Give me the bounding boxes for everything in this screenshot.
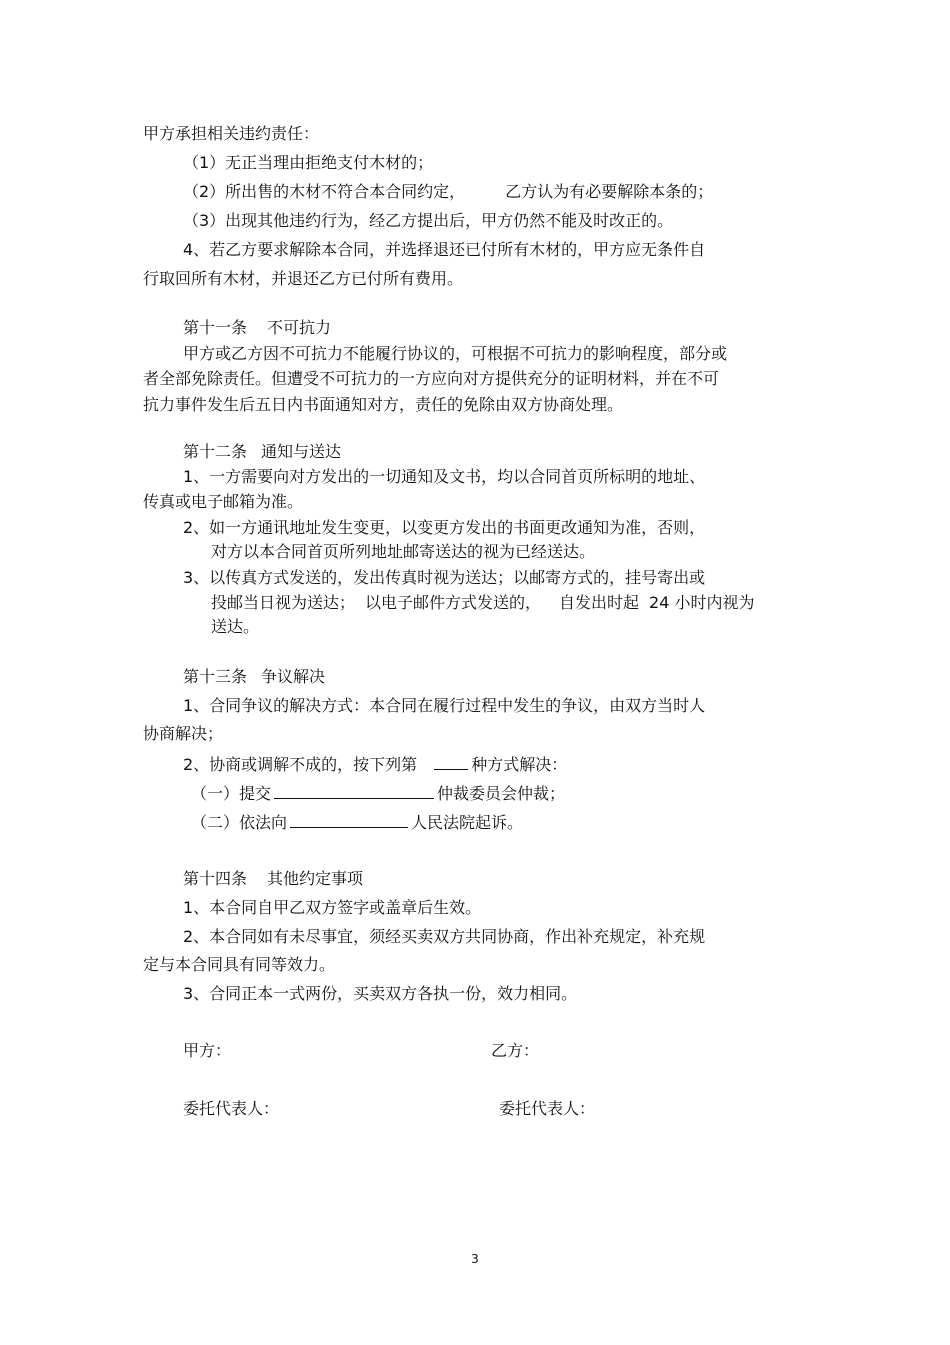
list-item-text: （2）所出售的木材不符合本合同约定， [183,182,466,201]
list-item-text: （二）依法向 [191,813,288,832]
list-item-text: 人民法院起诉。 [411,813,524,832]
signature-party-b: 乙方： [491,1041,540,1060]
paragraph-line: 3、合同正本一式两份，买卖双方各执一份，效力相同。 [183,984,578,1003]
article-number: 第十四条 [183,869,248,888]
article-number: 第十三条 [183,667,248,686]
list-item [191,811,523,833]
article-heading [183,318,331,338]
article-number: 第十二条 [183,442,248,461]
paragraph-line: 对方以本合同首页所列地址邮寄送达的视为已经送达。 [211,542,596,561]
paragraph-line: 4、若乙方要求解除本合同，并选择退还已付所有木材的，甲方应无条件自 [183,240,706,259]
article-heading [183,869,363,889]
list-item [191,782,565,804]
fill-blank [290,811,408,828]
paragraph-line: 甲方承担相关违约责任： [143,124,320,143]
signature-representative-a: 委托代表人： [183,1099,280,1118]
list-item-text: 乙方认为有必要解除本条的； [505,182,714,201]
article-title: 不可抗力 [267,318,332,337]
list-item: （1）无正当理由拒绝支付木材的； [183,153,434,172]
paragraph-line: 者全部免除责任。但遭受不可抗力的一方应向对方提供充分的证明材料，并在不可 [143,369,720,388]
paragraph-line: 3、以传真方式发送的，发出传真时视为送达；以邮寄方式的，挂号寄出或 [183,568,706,587]
article-number: 第十一条 [183,318,248,337]
fill-blank [274,782,434,799]
paragraph-line: 2、本合同如有未尽事宜，须经买卖双方共同协商，作出补充规定，补充规 [183,927,706,946]
fill-blank [434,753,468,770]
article-title: 其他约定事项 [267,869,364,888]
list-item-text: 仲裁委员会仲裁； [437,784,566,803]
paragraph-line: 行取回所有木材，并退还乙方已付所有费用。 [143,269,464,288]
paragraph-line: 甲方或乙方因不可抗力不能履行协议的，可根据不可抗力的影响程度，部分或 [183,344,728,363]
paragraph-line: 定与本合同具有同等效力。 [143,955,336,974]
signature-representative-b: 委托代表人： [499,1099,596,1118]
article-heading [183,442,341,462]
paragraph-line [211,593,755,613]
paragraph-line: 1、一方需要向对方发出的一切通知及文书，均以合同首页所标明的地址、 [183,467,706,486]
line-segment: 2、协商或调解不成的，按下列第 [183,755,418,774]
paragraph-line: 协商解决； [143,724,224,743]
paragraph-line: 传真或电子邮箱为准。 [143,492,304,511]
article-title: 争议解决 [261,667,326,686]
paragraph-line: 2、如一方通讯地址发生变更，以变更方发出的书面更改通知为准，否则， [183,518,706,537]
paragraph-line: 送达。 [211,617,260,636]
list-item: （3）出现其他违约行为，经乙方提出后，甲方仍然不能及时改正的。 [183,211,674,230]
paragraph-line: 1、本合同自甲乙双方签字或盖章后生效。 [183,898,482,917]
line-segment: 24 小时内视为 [649,593,755,612]
paragraph-line: 1、合同争议的解决方式：本合同在履行过程中发生的争议，由双方当时人 [183,696,706,715]
line-segment: 以电子邮件方式发送的， [365,593,542,612]
line-segment: 投邮当日视为送达； [211,593,356,612]
line-segment: 自发出时起 [559,593,640,612]
article-title: 通知与送达 [261,442,342,461]
paragraph-line [183,753,567,775]
line-segment: 种方式解决： [471,755,568,774]
paragraph-line: 抗力事件发生后五日内书面通知对方，责任的免除由双方协商处理。 [143,395,624,414]
signature-party-a: 甲方： [183,1041,232,1060]
article-heading [183,667,325,687]
list-item-text: （一）提交 [191,784,272,803]
list-item [183,182,713,202]
page-number: 3 [471,1252,479,1266]
